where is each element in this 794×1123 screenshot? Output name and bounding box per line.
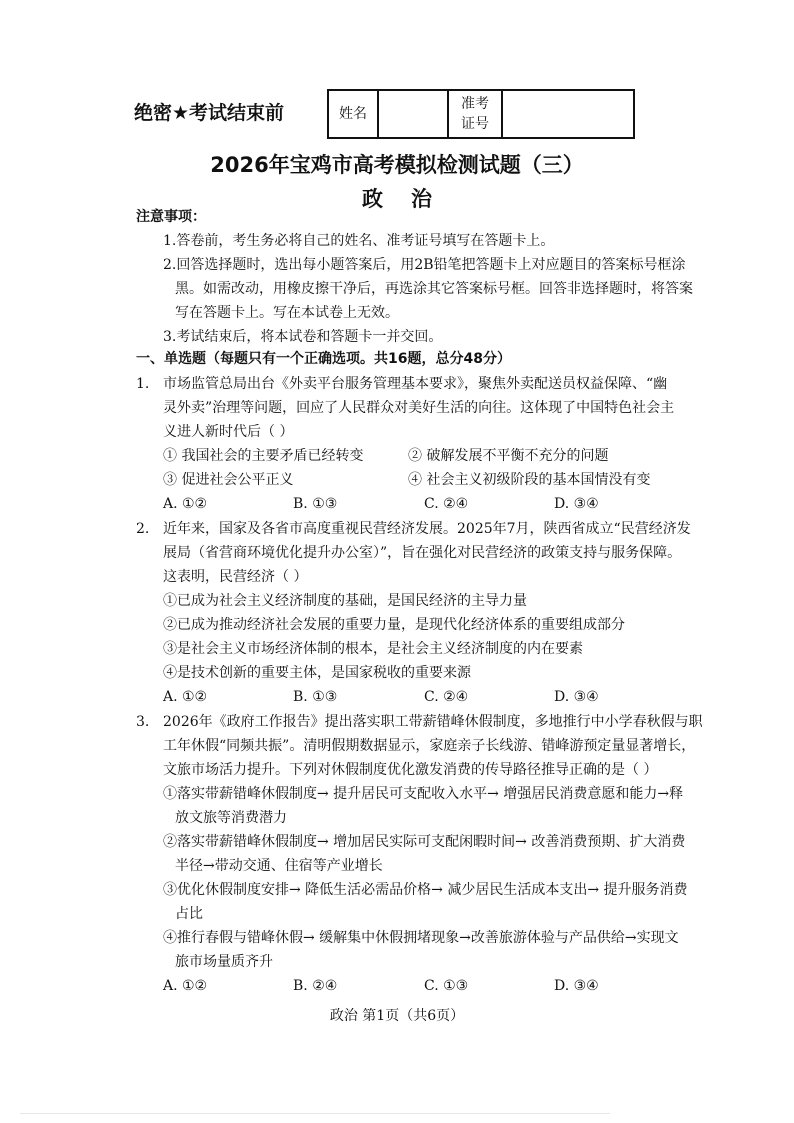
statement: ③是社会主义市场经济体制的根本，是社会主义经济制度的内在要素 xyxy=(163,641,583,657)
exam-id-field[interactable] xyxy=(502,90,634,138)
confidential-label: 绝密★考试结束前 xyxy=(134,102,285,124)
choice-a[interactable]: A. ①② xyxy=(163,689,208,705)
exam-title: 2026年宝鸡市高考模拟检测试题（三） xyxy=(210,153,584,177)
name-label: 姓名 xyxy=(328,90,378,138)
statement: ③优化休假制度安排→ 降低生活必需品价格→ 减少居民生活成本支出→ 提升服务消费 xyxy=(163,882,688,898)
choice-a[interactable]: A. ①② xyxy=(163,978,208,994)
statement: ② 破解发展不平衡不充分的问题 xyxy=(408,448,609,464)
name-field[interactable] xyxy=(378,90,448,138)
statement: ①已成为社会主义经济制度的基础，是国民经济的主导力量 xyxy=(163,593,527,609)
subject-title xyxy=(0,183,794,213)
notes-heading: 注意事项： xyxy=(136,209,206,225)
question-stem-line: 2026年《政府工作报告》提出落实职工带薪错峰休假制度，多地推行中小学春秋假与职 xyxy=(163,714,703,730)
question-stem-line: 市场监管总局出台《外卖平台服务管理基本要求》，聚焦外卖配送员权益保障、“幽 xyxy=(163,376,668,392)
subject-char-1: 政 xyxy=(362,187,383,211)
statement: ④推行春假与错峰休假→ 缓解集中休假拥堵现象→改善旅游体验与产品供给→实现文 xyxy=(163,930,679,946)
exam-id-label xyxy=(448,90,502,138)
choice-d[interactable]: D. ③④ xyxy=(554,496,599,512)
choice-c[interactable]: C. ②④ xyxy=(424,496,469,512)
statement: ②落实带薪错峰休假制度→ 增加居民实际可支配闲暇时间→ 改善消费预期、扩大消费 xyxy=(163,834,686,850)
question-number: 3. xyxy=(136,714,150,730)
note-item: 黑。如需改动，用橡皮擦干净后，再选涂其它答案标号框。回答非选择题时，将答案 xyxy=(175,281,693,297)
statement: 占比 xyxy=(175,906,203,922)
page-footer: 政治 第1页（共6页） xyxy=(329,1008,465,1024)
choice-b[interactable]: B. ②④ xyxy=(293,978,338,994)
statement: ① 我国社会的主要矛盾已经转变 xyxy=(163,448,364,464)
note-item: 写在答题卡上。写在本试卷上无效。 xyxy=(175,305,399,321)
exam-id-label-line2: 证号 xyxy=(461,116,489,132)
choice-a[interactable]: A. ①② xyxy=(163,496,208,512)
choice-b[interactable]: B. ①③ xyxy=(293,496,338,512)
question-stem-line: 展局（省营商环境优化提升办公室）”，旨在强化对民营经济的政策支持与服务保障。 xyxy=(163,545,682,561)
question-stem-line: 灵外卖”治理等问题，回应了人民群众对美好生活的向往。这体现了中国特色社会主 xyxy=(163,400,675,416)
statement: 半径→带动交通、住宿等产业增长 xyxy=(175,858,383,874)
choice-d[interactable]: D. ③④ xyxy=(554,689,599,705)
statement: 旅市场量质齐升 xyxy=(175,954,273,970)
choice-b[interactable]: B. ①③ xyxy=(293,689,338,705)
choice-c[interactable]: C. ②④ xyxy=(424,689,469,705)
subject-char-2: 治 xyxy=(411,187,432,211)
note-item: 1.答卷前，考生务必将自己的姓名、准考证号填写在答题卡上。 xyxy=(163,233,555,249)
statement: ②已成为推动经济社会发展的重要力量，是现代化经济体系的重要组成部分 xyxy=(163,617,625,633)
note-item: 2.回答选择题时，选出每小题答案后，用2B铅笔把答题卡上对应题目的答案标号框涂 xyxy=(163,257,686,273)
section-heading: 一、单选题（每题只有一个正确选项。共16题，总分48分） xyxy=(136,351,511,367)
question-stem-line: 近年来，国家及各省市高度重视民营经济发展。2025年7月，陕西省成立“民营经济发 xyxy=(163,521,691,537)
scan-edge-line xyxy=(20,1113,610,1114)
statement: 放文旅等消费潜力 xyxy=(175,810,287,826)
choice-c[interactable]: C. ①③ xyxy=(424,978,469,994)
question-stem-line: 义进人新时代后（ ） xyxy=(163,424,294,440)
question-stem-line: 工年休假“同频共振”。清明假期数据显示，家庭亲子长线游、错峰游预定量显著增长， xyxy=(163,738,696,754)
question-stem-line: 文旅市场活力提升。下列对休假制度优化激发消费的传导路径推导正确的是（ ） xyxy=(163,762,658,778)
statement: ③ 促进社会公平正义 xyxy=(163,472,294,488)
statement: ④ 社会主义初级阶段的基本国情没有变 xyxy=(408,472,651,488)
question-stem-line: 这表明，民营经济（ ） xyxy=(163,569,308,585)
choice-d[interactable]: D. ③④ xyxy=(554,978,599,994)
exam-id-label-line1: 准考 xyxy=(461,96,489,112)
candidate-info-box xyxy=(327,89,635,139)
question-number: 2. xyxy=(136,521,150,537)
note-item: 3.考试结束后，将本试卷和答题卡一并交回。 xyxy=(163,329,443,345)
statement: ④是技术创新的重要主体，是国家税收的重要来源 xyxy=(163,665,471,681)
question-number: 1. xyxy=(136,376,150,392)
statement: ①落实带薪错峰休假制度→ 提升居民可支配收入水平→ 增强居民消费意愿和能力→释 xyxy=(163,786,684,802)
